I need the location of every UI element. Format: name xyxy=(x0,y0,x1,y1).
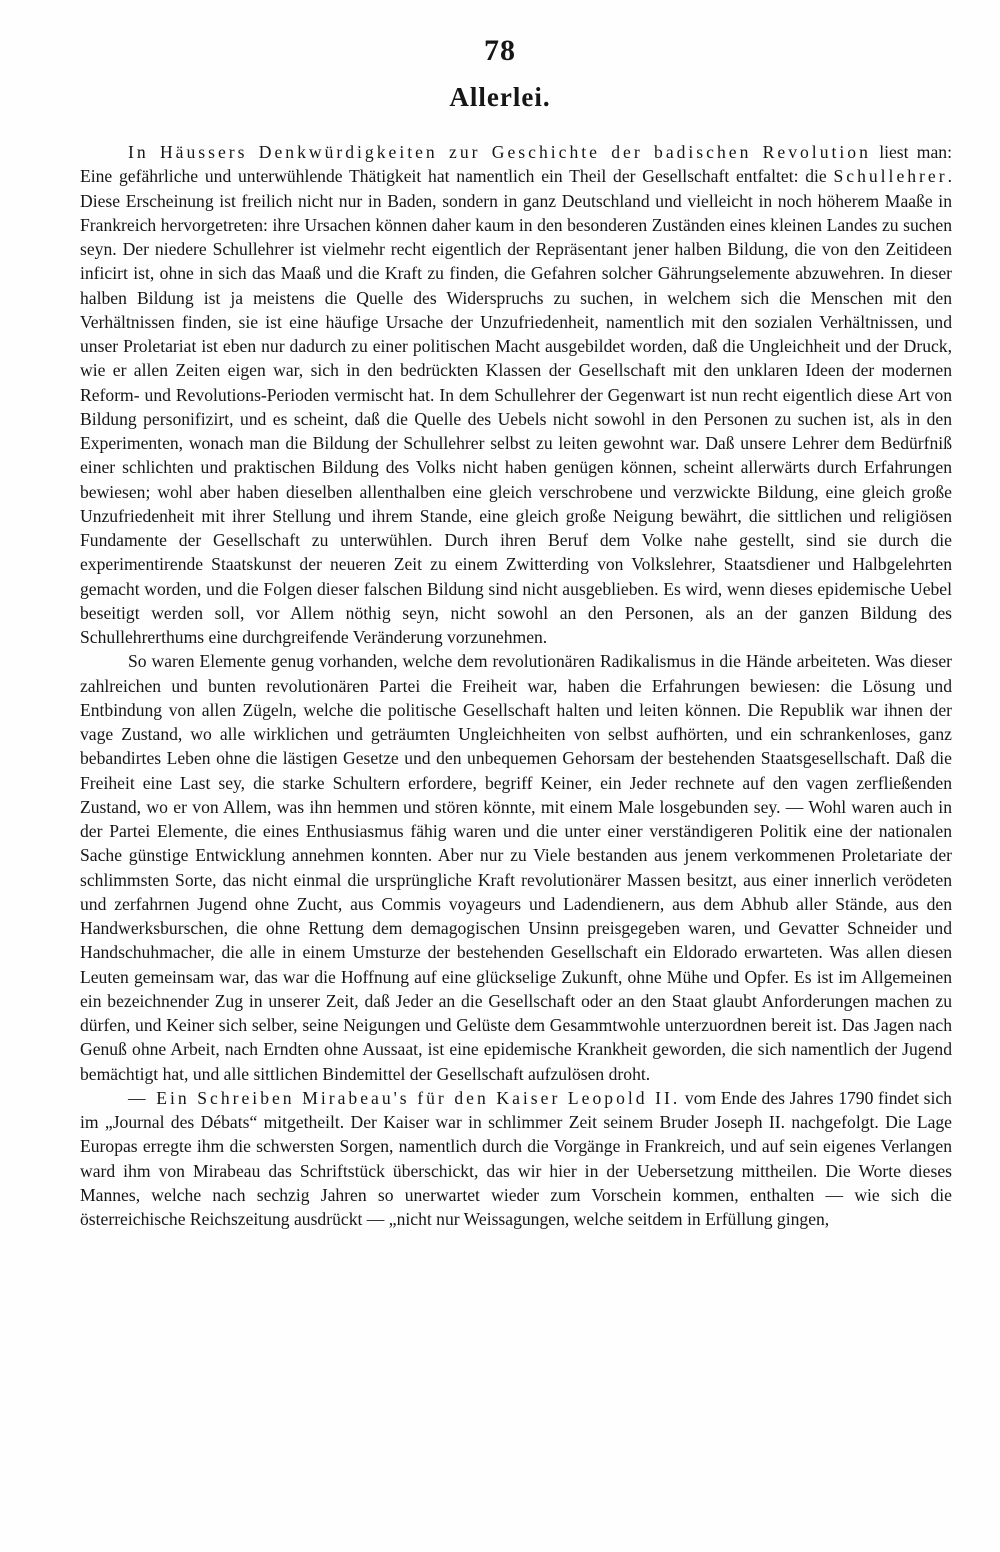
paragraph-2 xyxy=(80,649,952,1086)
paragraph-1-text: liest man: Eine gefährliche und unterwühlende Thätigkeit hat namentlich ein Theil der Gesellschaft entfaltet: die xyxy=(80,142,952,187)
paragraph-1-spaced: Schullehrer xyxy=(833,166,948,187)
section-heading: Allerlei. xyxy=(449,82,551,112)
paragraph-1 xyxy=(80,140,952,649)
paragraph-3 xyxy=(80,1086,952,1232)
paragraph-3-text: vom Ende des Jahres 1790 findet sich im „Journal des Débats“ mitgetheilt. Der Kaiser war in schlimmer Zeit seinem Bruder Joseph II. nachgefolgt. Die Lage Europas erregte ihm die schwersten Sorgen, namentlich durch die Vorgänge in Frankreich, und auf sein eigenes Verlangen ward ihm von Mirabeau das Schriftstück überschickt, das wir hier in der Uebersetzung mittheilen. Die Worte dieses Mannes, welche nach sechzig Jahren so unerwartet wieder zum Vorschein kommen, enthalten — wie sich die österreichische Reichszeitung ausdrückt — „nicht nur Weissagungen, welche seitdem in Erfüllung gingen, xyxy=(80,1087,952,1229)
article-body xyxy=(80,140,952,1231)
paragraph-2-text: So waren Elemente genug vorhanden, welche dem revolutionären Radikalismus in die Hände arbeiteten. Was dieser zahlreichen und bunten revolutionären Partei die Freiheit war, haben die Erfahrungen bewiesen: die Lösung und Entbindung von allen Zügeln, welche die politische Gesellschaft halten und leiten können. Die Republik war ihnen der vage Zustand, wo alle wirklichen und geträumten Ungleichheiten von selbst aufhörten, und ein schrankenloses, ganz bebandirtes Leben ohne die lästigen Gesetze und den unbequemen Gehorsam der bestehenden Staatsgesellschaft. Daß die Freiheit eine Last sey, die starke Schultern erfordere, begriff Keiner, ein Jeder rechnete auf den vagen zerfließenden Zustand, wo er von Allem, was ihn hemmen und stören könnte, mit einem Male losgebunden sey. — Wohl waren auch in der Partei Elemente, die eines Enthusiasmus fähig waren und die unter einer verständigeren Politik eine der nationalen Sache günstige Entwicklung annehmen konnten. Aber nur zu Viele bestanden aus jenem verkommenen Proletariate der schlimmsten Sorte, das nicht einmal die ursprüngliche Kraft revolutionärer Massen besitzt, aus einer innerlich verödeten und zerfahrnen Jugend ohne Zucht, aus Commis voyageurs und Ladendienern, aus dem Abhub aller Stände, aus den Handwerksburschen, die ohne Rettung dem demagogischen Unsinn preisgegeben waren, und Gevatter Schneider und Handschuhmacher, die alle in einem Umsturze der bestehenden Gesellschaft ein Eldorado erwarteten. Was allen diesen Leuten gemeinsam war, das war die Hoffnung auf eine glückselige Zukunft, ohne Mühe und Opfer. Es ist im Allgemeinen ein bezeichnender Zug in unserer Zeit, daß Jeder an die Gesellschaft oder an den Staat glaubt Anforderungen machen zu dürfen, und Keiner sich selber, seine Neigungen und Gelüste dem Gesammtwohle unterzuordnen bereit ist. Das Jagen nach Genuß ohne Arbeit, nach Erndten ohne Aussaat, ist eine epidemische Krankheit geworden, die sich namentlich der Jugend bemächtigt hat, und alle sittlichen Bindemittel der Gesellschaft aufzulösen droht. xyxy=(80,651,952,1084)
page-number: 78 xyxy=(484,34,516,67)
paragraph-1-rest: . Diese Erscheinung ist freilich nicht nur in Baden, sondern in ganz Deutschland und vielleicht in noch höherem Maaße in Frankreich hervorgetreten: ihre Ursachen können daher kaum in den besonderen Zuständen eines kleinen Landes zu suchen seyn. Der niedere Schullehrer ist vielmehr recht eigentlich der Repräsentant jener halben Bildung, die von den Zeitideen inficirt ist, ohne in sich das Maaß und die Kraft zu finden, die Gefahren solcher Gährungselemente abzuwehren. In dieser halben Bildung ist ja meistens die Quelle des Widerspruchs zu suchen, in welchem sich die Menschen mit den Verhältnissen finden, sie ist eine häufige Ursache der Unzufriedenheit, namentlich mit den sozialen Verhältnissen, und unser Proletariat ist eben nur dadurch zu einer politischen Macht ausgebildet worden, daß die Ungleichheit und der Druck, wie er allen Zeiten eigen war, sich in den bedrückten Klassen der Gesellschaft mit den unklaren Ideen der modernen Reform- und Revolutions-Perioden vermischt hat. In dem Schullehrer der Gegenwart ist nun recht eigentlich diese Art von Bildung personifizirt, und es scheint, daß die Quelle des Uebels nicht sowohl in den Personen zu suchen ist, als in den Experimenten, wonach man die Bildung der Schullehrer selbst zu leiten gewohnt war. Daß unsere Lehrer dem Bedürfniß einer schlichten und praktischen Bildung des Volks nicht haben genügen können, scheint allerwärts durch Erfahrungen bewiesen; wohl aber haben dieselben allenthalben eine gleich verschrobene und verzwickte Bildung, eine gleich große Unzufriedenheit mit ihrer Stellung und ihrem Stande, eine gleich große Neigung bewährt, die sittlichen und religiösen Fundamente der Gesellschaft zu unterwühlen. Durch ihren Beruf dem Volke nahe gestellt, sind sie durch die experimentirende Staatskunst der neueren Zeit zu einem Zwitterding von Volkslehrer, Staatsdiener und Halbgelehrten gemacht worden, und die Folgen dieser falschen Bildung sind nicht ausgeblieben. Es wird, wenn dieses epidemische Uebel beseitigt werden soll, vor Allem nöthig seyn, nicht sowohl an den Personen, als an der ganzen Bildung des Schullehrerthums eine durchgreifende Veränderung vorzunehmen. xyxy=(80,166,952,647)
paragraph-3-spaced: — Ein Schreiben Mirabeau's für den Kaiser Leopold II. xyxy=(128,1087,681,1108)
paragraph-1-lead: In Häussers Denkwürdigkeiten zur Geschichte der badischen Revolution xyxy=(128,142,871,162)
